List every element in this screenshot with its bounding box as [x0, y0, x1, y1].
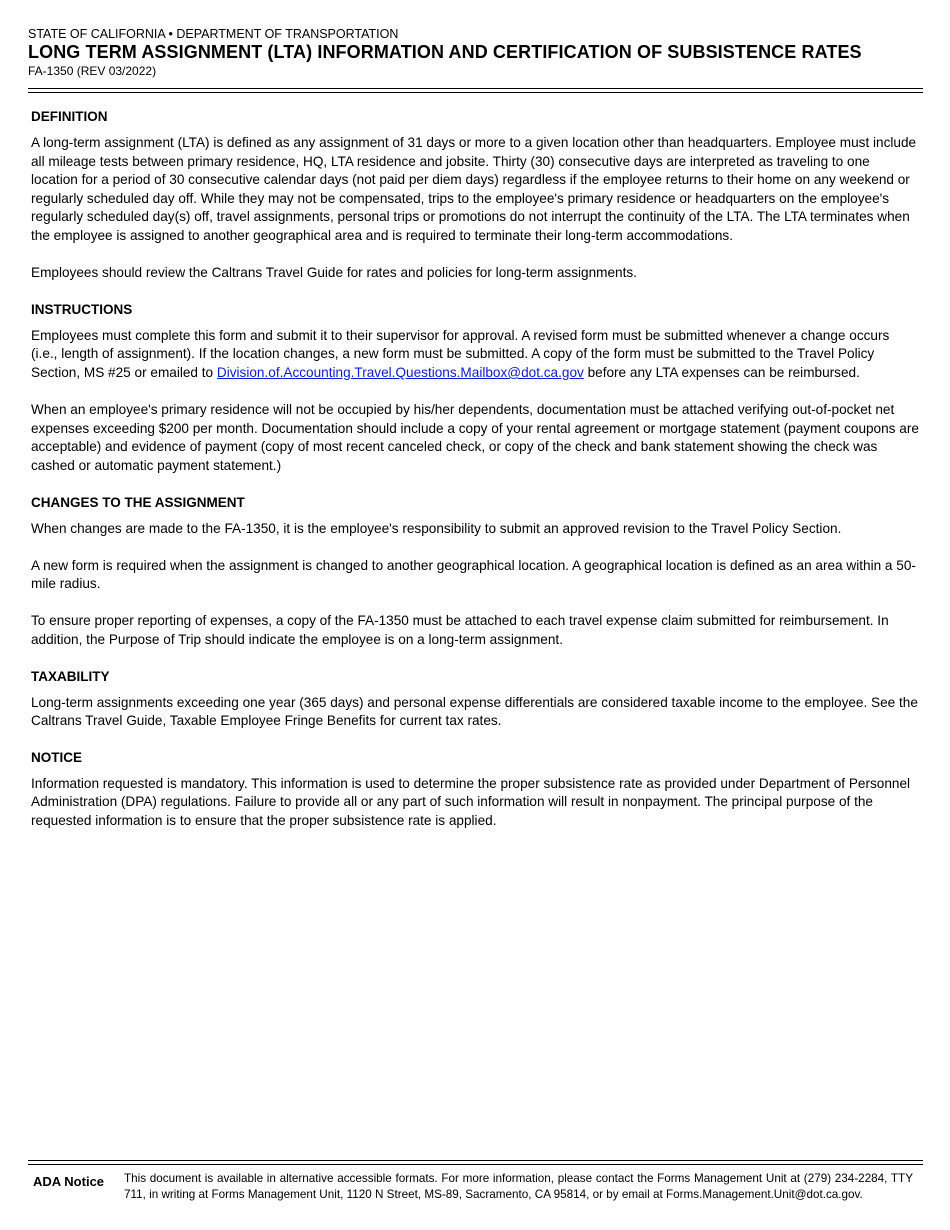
- page-title: LONG TERM ASSIGNMENT (LTA) INFORMATION AND CERTIFICATION OF SUBSISTENCE RATES: [28, 42, 862, 62]
- definition-section: [31, 108, 919, 283]
- section-heading: CHANGES TO THE ASSIGNMENT: [31, 494, 245, 510]
- travel-mailbox-link[interactable]: Division.of.Accounting.Travel.Questions.Mailbox@dot.ca.gov: [216, 364, 584, 380]
- ada-notice-label: ADA Notice: [33, 1174, 105, 1189]
- footer-divider-bottom: [28, 1164, 923, 1165]
- changes-paragraph: To ensure proper reporting of expenses, a copy of the FA-1350 must be attached to each travel expense claim submitted for reimbursement. In addition, the Purpose of Trip should indicate the employee is on a long-term assignment.: [31, 613, 889, 648]
- section-heading: TAXABILITY: [31, 668, 110, 684]
- instructions-text: before any LTA expenses can be reimbursed.: [583, 364, 860, 380]
- section-heading: NOTICE: [31, 749, 83, 765]
- header-divider-top: [28, 88, 923, 89]
- agency-line: STATE OF CALIFORNIA • DEPARTMENT OF TRANSPORTATION: [28, 27, 399, 41]
- section-heading: INSTRUCTIONS: [31, 301, 133, 317]
- form-body: [31, 108, 919, 831]
- ada-notice-text: This document is available in alternative accessible formats. For more information, please contact the Forms Management Unit at (279) 234-2284, TTY 711, in writing at Forms Management Unit, 1120 N Street, MS-89, Sacramento, CA 95814, or by email at Forms.Management.Unit@dot.ca.gov.: [124, 1172, 913, 1201]
- changes-paragraph: When changes are made to the FA-1350, it is the employee's responsibility to submit an approved revision to the Travel Policy Section.: [31, 520, 842, 536]
- form-header: [28, 27, 923, 79]
- section-heading: DEFINITION: [31, 109, 108, 124]
- taxability-paragraph: Long-term assignments exceeding one year (365 days) and personal expense differentials are considered taxable income to the employee. See the Caltrans Travel Guide, Taxable Employee Fringe Benefits for current tax rates.: [31, 694, 918, 729]
- notice-paragraph: Information requested is mandatory. This information is used to determine the proper subsistence rate as provided under Department of Personnel Administration (DPA) regulations. Failure to provide all or any part of such information will result in nonpayment. The principal purpose of the requested information is to ensure that the proper subsistence rate is applied.: [31, 775, 911, 829]
- footer-divider-top: [28, 1160, 923, 1161]
- definition-paragraph: Employees should review the Caltrans Travel Guide for rates and policies for long-term assignments.: [31, 265, 637, 281]
- instructions-text: Employees must complete this form and submit it to their supervisor for approval. A revised form must be submitted whenever a change occurs (i.e., length of assignment). If the location changes, a new form must be submitted. A copy of the form must be submitted to the Travel Policy Section, MS #25 or emailed to: [31, 327, 890, 380]
- instructions-section: [31, 301, 919, 476]
- instructions-paragraph: When an employee's primary residence will not be occupied by his/her dependents, documentation must be attached verifying out-of-pocket net expenses exceeding $200 per month. Documentation should include a copy of your rental agreement or mortgage statement (payment coupons are acceptable) and evidence of payment (copy of most recent canceled check, or copy of the check and bank statement showing the check was cashed or automatic payment statement.): [31, 402, 919, 473]
- header-divider-bottom: [28, 92, 923, 93]
- changes-section: [31, 494, 919, 650]
- changes-paragraph: A new form is required when the assignment is changed to another geographical location. A geographical location is defined as an area within a 50-mile radius.: [31, 557, 916, 592]
- instructions-paragraph: [31, 327, 919, 383]
- notice-section: [31, 749, 919, 831]
- taxability-section: [31, 668, 919, 731]
- definition-paragraph: A long-term assignment (LTA) is defined as any assignment of 31 days or more to a given location other than headquarters. Employee must include all mileage tests between primary residence, HQ, LTA residence and jobsite. Thirty (30) consecutive days are interpreted as traveling to one location for a period of 30 consecutive calendar days (not paid per diem days) regardless if the employee returns to their home on any weekend or regularly scheduled day off. While they may not be compensated, trips to the employee's primary residence or headquarters on the employee's regularly scheduled day(s) off, travel assignments, personal trips or promotions do not interrupt the continuity of the LTA. The LTA terminates when the employee is assigned to another geographical area and is required to terminate their long-term accommodations.: [31, 135, 917, 243]
- form-number: FA-1350 (REV 03/2022): [28, 64, 157, 78]
